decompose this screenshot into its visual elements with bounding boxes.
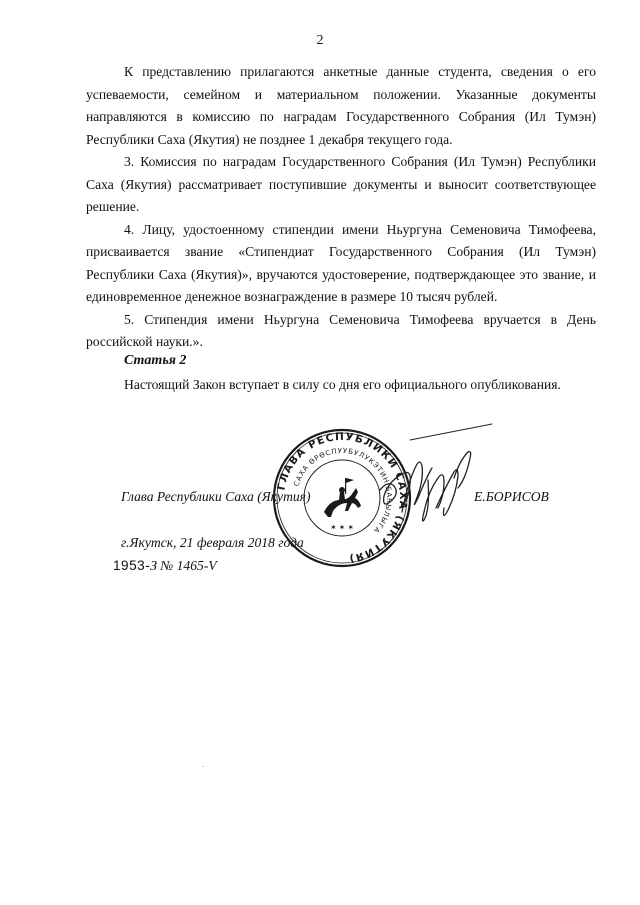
registration-number: 1953-	[113, 558, 151, 573]
law-number-value: З № 1465-V	[150, 558, 217, 573]
seal-outer-text: ГЛАВА РЕСПУБЛИКИ САХА (ЯКУТИЯ)	[275, 430, 410, 565]
article-text: Настоящий Закон вступает в силу со дня его официального опубликования.	[124, 377, 561, 392]
law-body-text	[86, 61, 596, 354]
seal-inner-text: САХА ӨРӨСПУУБУЛУКЭТИН БАҺЫЛЫГА	[292, 446, 394, 535]
signatory-title: Глава Республики Саха (Якутия)	[121, 489, 311, 504]
paragraph-5-science-day: 5. Стипендия имени Ньургуна Семеновича Тимофеева вручается в День российской науки.».	[86, 311, 596, 349]
page-number: 2	[316, 33, 324, 48]
article-heading: Статья 2	[124, 353, 187, 368]
handwritten-signature-icon	[370, 420, 495, 540]
paragraph-attachments: К представлению прилагаются анкетные данные студента, сведения о его успеваемости, семейном и материальном положении. Указанные документы направляются в комиссию по наградам Государственного Собрания (Ил Тумэн) Республики Саха (Якутия) не позднее 1 декабря текущего года.	[86, 64, 596, 147]
paragraph-4-award: 4. Лицу, удостоенному стипендии имени Ньургуна Семеновича Тимофеева, присваивается звание «Стипендиат Государственного Собрания (Ил Тумэн) Республики Саха (Якутия)», вручаются удостоверение, подтверждающее это звание, и единовременное денежное вознаграждение в размере 10 тысяч рублей.	[86, 221, 596, 304]
signing-place-date: г.Якутск, 21 февраля 2018 года	[121, 535, 304, 550]
signatory-name: Е.БОРИСОВ	[474, 489, 549, 504]
law-number	[113, 558, 217, 574]
svg-text:✶ ✶ ✶: ✶ ✶ ✶	[329, 523, 355, 532]
scan-speck	[203, 766, 204, 767]
paragraph-3-commission: 3. Комиссия по наградам Государственного Собрания (Ил Тумэн) Республики Саха (Якутия) рассматривает поступившие документы и выносит соответствующее решение.	[86, 154, 596, 214]
